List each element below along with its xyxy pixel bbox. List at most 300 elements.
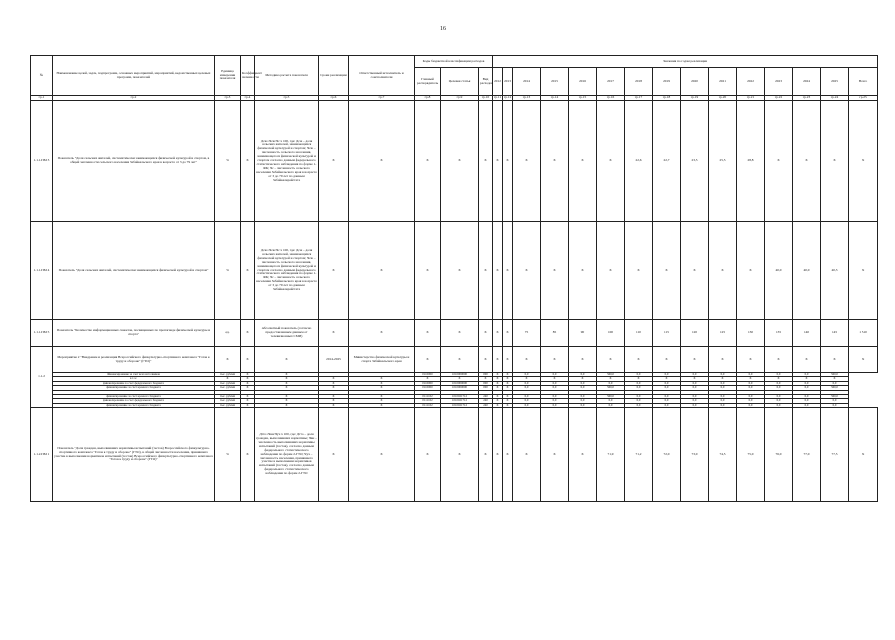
- finance-value: 0,0: [625, 373, 653, 377]
- finance-x: Х: [319, 381, 349, 385]
- row-value: Х: [513, 222, 541, 320]
- row-value: Х: [653, 222, 681, 320]
- finance-value: 0,0: [793, 394, 821, 398]
- row-method: Дгто=Чвн/Чуч х 100, где: Дгто – доля граждан, выполнивших нормативы; Чвн – численность выполнивших нормативы испытаний (тестов), согласно данным федерального статистического наблюдения по форме 2-ГТО; Чуч – численность населения, принявшего участие в выполнении нормативов испытаний (тестов), согласно данным федерального статистического наблюдения по форме 2-ГТО: [255, 408, 319, 502]
- finance-x: Х: [349, 399, 415, 403]
- row-value: Х: [793, 101, 821, 222]
- row-value: Х: [513, 101, 541, 222]
- event-value: Х: [849, 347, 878, 373]
- header-year: 2017: [597, 68, 625, 96]
- col-num: гр.3: [215, 96, 241, 101]
- header-num: №: [31, 56, 53, 96]
- finance-value: 0,0: [765, 373, 793, 377]
- row-name: Показатель "Доля граждан, выполнивших нормативы испытаний (тестов) Всероссийского физкультурно-спортивного комплекса "Готов к труду и обороне" (ГТО), в общей численности населения, принявшего участие в выполнении нормативов испытаний (тестов) Всероссийского физкультурно-спортивного комплекса "Готов к труду и обороне" (ГТО)": [53, 408, 215, 502]
- finance-value: 0,0: [737, 394, 765, 398]
- finance-value: Х: [569, 377, 597, 381]
- col-num: гр.21: [737, 96, 765, 101]
- finance-gr: 0110000: [415, 381, 441, 385]
- header-total: Всего: [849, 68, 878, 96]
- finance-value: 0,0: [765, 399, 793, 403]
- row-value: Х: [849, 222, 878, 320]
- row-value: Х: [493, 222, 503, 320]
- finance-value: 0,0: [625, 403, 653, 407]
- finance-cs: 1010000000: [441, 381, 479, 385]
- finance-unit: тыс. рублей: [215, 394, 241, 398]
- col-num: гр.18: [653, 96, 681, 101]
- row-value: 90: [569, 320, 597, 347]
- row-value: 28,8: [737, 101, 765, 222]
- row-value: 135: [765, 320, 793, 347]
- finance-row: [31, 386, 878, 390]
- finance-cs: 1010021712: [441, 399, 479, 403]
- finance-name: финансирование за счет федерального бюджета: [53, 399, 215, 403]
- header-year: 2021: [709, 68, 737, 96]
- header-method: Методика расчета показателя: [255, 56, 319, 96]
- row-executor: Х: [349, 101, 415, 222]
- finance-value: 0,0: [681, 386, 709, 390]
- finance-value: 0,0: [737, 386, 765, 390]
- finance-value: Х: [493, 399, 503, 403]
- row-value: 85: [541, 320, 569, 347]
- col-num: гр.25: [849, 96, 878, 101]
- finance-gr: Х: [415, 377, 441, 381]
- finance-x: Х: [319, 403, 349, 407]
- header-year: 2014: [513, 68, 541, 96]
- finance-vr: 240: [479, 394, 493, 398]
- finance-x: Х: [349, 403, 415, 407]
- row-value: 120: [681, 320, 709, 347]
- indicator-row: [31, 101, 878, 222]
- finance-value: Х: [503, 386, 513, 390]
- finance-value: 0,0: [681, 399, 709, 403]
- header-coef: Коэффициент значимости: [241, 56, 255, 96]
- row-coef: Х: [241, 408, 255, 502]
- row-value: Х: [821, 101, 849, 222]
- row-coef: Х: [241, 320, 255, 347]
- row-value: 73,0: [681, 408, 709, 502]
- col-num: гр.5: [255, 96, 319, 101]
- finance-value: 0,0: [653, 399, 681, 403]
- row-vr: Х: [479, 101, 493, 222]
- finance-name: финансирование за счет федерального бюджета: [53, 381, 215, 385]
- finance-value: 0,0: [765, 403, 793, 407]
- event-period: 2014-2025: [319, 347, 349, 373]
- row-value: Х: [493, 320, 503, 347]
- col-num: гр.14: [541, 96, 569, 101]
- row-vr: Х: [479, 408, 493, 502]
- finance-value: 0,0: [821, 403, 849, 407]
- finance-value: 0,0: [793, 386, 821, 390]
- finance-value: Х: [541, 377, 569, 381]
- row-value: Х: [503, 320, 513, 347]
- header-budget-codes: Коды бюджетной классификации расходов: [415, 56, 493, 68]
- row-name: Показатель "Доля сельских жителей, систематически занимающихся физической культурой и спортом, в общей численности сельского населения Забайкальского края в возрасте от 3 до 79 лет": [53, 101, 215, 222]
- event-unit: Х: [215, 347, 241, 373]
- col-num: гр.8: [415, 96, 441, 101]
- finance-value: Х: [737, 377, 765, 381]
- finance-value: 0,0: [737, 399, 765, 403]
- finance-value: 0,0: [569, 386, 597, 390]
- finance-cs: Х: [441, 377, 479, 381]
- row-value: Х: [765, 101, 793, 222]
- finance-x: Х: [255, 394, 319, 398]
- col-num: гр.17: [625, 96, 653, 101]
- event-name: Мероприятие 2 "Внедрение и реализация Всероссийского физкультурно-спортивного комплекса "Готов к труду и обороне" (ГТО)": [53, 347, 215, 373]
- finance-value: 560,0: [597, 386, 625, 390]
- col-num: гр.19: [681, 96, 709, 101]
- finance-value: 0,0: [597, 381, 625, 385]
- finance-value: 0,0: [625, 386, 653, 390]
- row-value: 145: [821, 320, 849, 347]
- row-value: 75,0: [737, 408, 765, 502]
- finance-value: 560,0: [821, 386, 849, 390]
- col-num: гр.20: [709, 96, 737, 101]
- col-num: гр.2: [53, 96, 215, 101]
- col-num: гр.22: [765, 96, 793, 101]
- finance-value: Х: [765, 377, 793, 381]
- row-value: 22,6: [625, 101, 653, 222]
- row-value: Х: [737, 222, 765, 320]
- row-value: Х: [541, 222, 569, 320]
- finance-value: 0,0: [513, 394, 541, 398]
- finance-value: 0,0: [513, 373, 541, 377]
- finance-value: 0,0: [709, 394, 737, 398]
- finance-value: 0,0: [625, 394, 653, 398]
- event-value: Х: [709, 347, 737, 373]
- row-num: 1.1.1.ПМ 5: [31, 320, 53, 347]
- finance-value: 0,0: [541, 403, 569, 407]
- row-value: 115: [653, 320, 681, 347]
- header-year: 2016: [569, 68, 597, 96]
- row-executor: Х: [349, 320, 415, 347]
- row-coef: Х: [241, 101, 255, 222]
- finance-value: Х: [503, 373, 513, 377]
- finance-value: 0,0: [709, 386, 737, 390]
- row-method: Абсолютный показатель (согласно предоставленным данным от телевизионных СМИ): [255, 320, 319, 347]
- finance-value: 0,0: [541, 373, 569, 377]
- event-value: Х: [513, 347, 541, 373]
- event-value: Х: [737, 347, 765, 373]
- row-value: 140: [793, 320, 821, 347]
- row-value: 76,0: [765, 408, 793, 502]
- finance-value: 0,0: [541, 399, 569, 403]
- row-value: Х: [597, 222, 625, 320]
- header-period: Сроки реализации: [319, 56, 349, 96]
- finance-value: Х: [681, 377, 709, 381]
- finance-value: 0,0: [653, 403, 681, 407]
- header-budget-gr: Главный распорядитель: [415, 68, 441, 96]
- finance-value: 0,0: [653, 373, 681, 377]
- finance-vr: 240: [479, 403, 493, 407]
- finance-value: 0,0: [569, 403, 597, 407]
- col-num: гр.23: [793, 96, 821, 101]
- finance-value: 560,0: [597, 373, 625, 377]
- event-method: Х: [255, 347, 319, 373]
- event-value: Х: [653, 347, 681, 373]
- finance-value: 0,0: [709, 373, 737, 377]
- finance-value: 0,0: [765, 381, 793, 385]
- finance-value: Х: [653, 377, 681, 381]
- finance-value: 0,0: [541, 381, 569, 385]
- finance-vr: 000: [479, 386, 493, 390]
- finance-x: Х: [241, 373, 255, 377]
- row-value: 100: [597, 320, 625, 347]
- finance-value: Х: [503, 381, 513, 385]
- finance-value: 0,0: [569, 373, 597, 377]
- col-num: гр.13: [513, 96, 541, 101]
- row-name: Показатель "Количество информационных сюжетов, посвященных по пропаганде физической культуры и спорта": [53, 320, 215, 347]
- finance-value: 0,0: [513, 386, 541, 390]
- finance-value: Х: [493, 386, 503, 390]
- finance-value: Х: [493, 403, 503, 407]
- page-number: 16: [440, 26, 446, 32]
- row-value: 74,5: [709, 408, 737, 502]
- finance-gr: 0111102: [415, 403, 441, 407]
- row-value: Х: [493, 101, 503, 222]
- col-num: гр.10: [479, 96, 493, 101]
- row-gr: Х: [415, 320, 441, 347]
- col-num: гр.4: [241, 96, 255, 101]
- finance-x: Х: [349, 386, 415, 390]
- finance-value: 0,0: [653, 386, 681, 390]
- finance-value: Х: [821, 377, 849, 381]
- finance-value: 0,0: [821, 399, 849, 403]
- event-num: 1.1.2: [31, 347, 53, 408]
- row-value: 77,0: [793, 408, 821, 502]
- header-year: 2018: [625, 68, 653, 96]
- finance-x: Х: [241, 377, 255, 381]
- finance-vr: 000: [479, 381, 493, 385]
- row-value: 40,0: [765, 222, 793, 320]
- finance-value: Х: [503, 394, 513, 398]
- finance-value: 0,0: [597, 403, 625, 407]
- event-value: Х: [793, 347, 821, 373]
- row-vr: Х: [479, 222, 493, 320]
- finance-value: 0,0: [681, 394, 709, 398]
- finance-value: 0,0: [513, 381, 541, 385]
- row-unit: ед.: [215, 320, 241, 347]
- finance-value: 0,0: [737, 403, 765, 407]
- row-gr: Х: [415, 222, 441, 320]
- finance-vr: 240: [479, 399, 493, 403]
- finance-vr: Х: [479, 377, 493, 381]
- row-unit: %: [215, 101, 241, 222]
- header-year: 2023: [765, 68, 793, 96]
- finance-value: 0,0: [765, 394, 793, 398]
- header-unit: Единица измерения показателя: [215, 56, 241, 96]
- finance-value: 0,0: [793, 403, 821, 407]
- finance-gr: 0111102: [415, 399, 441, 403]
- row-unit: %: [215, 408, 241, 502]
- finance-x: Х: [349, 394, 415, 398]
- event-value: Х: [625, 347, 653, 373]
- event-value: Х: [681, 347, 709, 373]
- row-value: Х: [569, 222, 597, 320]
- finance-value: 0,0: [737, 381, 765, 385]
- row-value: Х: [493, 408, 503, 502]
- row-value: Х: [503, 408, 513, 502]
- finance-name: в т.ч.:: [53, 377, 215, 381]
- header-year: 2020: [681, 68, 709, 96]
- finance-value: Х: [503, 399, 513, 403]
- finance-cs: 1010000000: [441, 386, 479, 390]
- event-value: Х: [541, 347, 569, 373]
- row-value: Х: [569, 408, 597, 502]
- col-num: гр.24: [821, 96, 849, 101]
- row-num: 1.1.2.ПМ 1: [31, 408, 53, 502]
- row-period: Х: [319, 101, 349, 222]
- row-value: Х: [503, 222, 513, 320]
- finance-unit: тыс. рублей: [215, 399, 241, 403]
- row-value: 77,5: [821, 408, 849, 502]
- finance-value: Х: [503, 403, 513, 407]
- col-num: гр.6: [319, 96, 349, 101]
- event-value: Х: [821, 347, 849, 373]
- row-vr: Х: [479, 320, 493, 347]
- finance-x: Х: [241, 381, 255, 385]
- row-gr: Х: [415, 101, 441, 222]
- col-num: гр.16: [597, 96, 625, 101]
- finance-value: Х: [493, 377, 503, 381]
- row-value: 110: [625, 320, 653, 347]
- finance-value: 0,0: [541, 394, 569, 398]
- event-value: Х: [493, 347, 503, 373]
- finance-vr: 000: [479, 373, 493, 377]
- row-value: 75: [513, 320, 541, 347]
- header-budget-cs: Целевая статья: [441, 68, 479, 96]
- row-name: Показатель "Доля сельских жителей, систематически занимающихся физической культурой и спортом": [53, 222, 215, 320]
- row-cs: Х: [441, 101, 479, 222]
- row-period: Х: [319, 320, 349, 347]
- header-executor: Ответственный исполнитель и соисполнители: [349, 56, 415, 96]
- header-budget-vr: Вид расходов: [479, 68, 493, 96]
- row-unit: %: [215, 222, 241, 320]
- row-value: 40,0: [793, 222, 821, 320]
- finance-value: 0,0: [569, 381, 597, 385]
- finance-cs: 1010021712: [441, 403, 479, 407]
- row-value: 40,3: [821, 222, 849, 320]
- row-method: Дсж=Чсж/Чс х 100, где: Дсж – доля сельских жителей, занимающихся физической культурой и спортом; Чсж – численность сельского населения, занимающегося физической культурой и спортом согласно данным федерального статистического наблюдения по форме 1-ФК; Чс – численность сельского населения Забайкальского края в возрасте от 3 до 79 лет по данным Забайкалкрайстата: [255, 101, 319, 222]
- finance-x: Х: [349, 377, 415, 381]
- finance-x: Х: [255, 386, 319, 390]
- row-period: Х: [319, 222, 349, 320]
- finance-value: 0,0: [513, 399, 541, 403]
- row-cs: Х: [441, 222, 479, 320]
- col-num: гр.11: [494, 95, 502, 100]
- row-coef: Х: [241, 222, 255, 320]
- finance-x: Х: [319, 377, 349, 381]
- finance-value: 0,0: [681, 381, 709, 385]
- row-value: Х: [569, 101, 597, 222]
- row-value: 130: [737, 320, 765, 347]
- header-year: 2013: [503, 68, 513, 96]
- finance-value: Х: [503, 377, 513, 381]
- col-num: гр.7: [349, 96, 415, 101]
- finance-name: финансирование за счет краевого бюджета: [53, 403, 215, 407]
- row-value: 25,5: [709, 101, 737, 222]
- finance-unit: тыс. рублей: [215, 381, 241, 385]
- row-cs: Х: [441, 408, 479, 502]
- finance-value: Х: [597, 377, 625, 381]
- finance-unit: тыс. рублей: [215, 373, 241, 377]
- row-value: Х: [597, 101, 625, 222]
- row-value: 72,0: [653, 408, 681, 502]
- finance-name: Финансирование за счет всех источников: [53, 373, 215, 377]
- row-method: Дсж=Чсж/Чс х 100, где: Дсж – доля сельских жителей, занимающихся физической культурой и спортом; Чсж – численность сельского населения, занимающегося физической культурой и спортом согласно данным федерального статистического наблюдения по форме 1-ФК; Чс – численность сельского населения Забайкальского края в возрасте от 3 до 79 лет по данным Забайкалкрайстата: [255, 222, 319, 320]
- event-coef: Х: [241, 347, 255, 373]
- finance-name: финансирование за счет краевого бюджета: [53, 386, 215, 390]
- event-executor: Министерство физической культуры и спорта Забайкальского края: [349, 347, 415, 373]
- event-row: [31, 347, 878, 373]
- finance-value: 0,0: [737, 373, 765, 377]
- col-num: гр.12: [504, 95, 512, 100]
- finance-value: 0,0: [569, 399, 597, 403]
- header-year: 2025: [821, 68, 849, 96]
- row-value: Х: [503, 101, 513, 222]
- row-value: 71,2: [625, 408, 653, 502]
- finance-x: Х: [255, 381, 319, 385]
- event-gr: Х: [415, 347, 441, 373]
- row-value: 23,5: [681, 101, 709, 222]
- finance-x: Х: [241, 386, 255, 390]
- finance-value: Х: [793, 377, 821, 381]
- header-name: Наименование целей, задач, подпрограмм, основных мероприятий, мероприятий, ведомственных целевых программ, показателей: [53, 56, 215, 96]
- finance-gr: 0111102: [415, 394, 441, 398]
- finance-value: 560,0: [821, 394, 849, 398]
- event-vr: Х: [479, 347, 493, 373]
- finance-x: Х: [255, 403, 319, 407]
- row-value: 1 510: [849, 320, 878, 347]
- finance-value: 0,0: [821, 381, 849, 385]
- finance-x: Х: [255, 377, 319, 381]
- indicator-row: [31, 320, 878, 347]
- finance-value: 0,0: [513, 403, 541, 407]
- row-executor: Х: [349, 408, 415, 502]
- row-num: 1.1.1.ПМ 3: [31, 101, 53, 222]
- finance-x: Х: [255, 373, 319, 377]
- row-value: 125: [709, 320, 737, 347]
- finance-value: 0,0: [793, 381, 821, 385]
- row-gr: Х: [415, 408, 441, 502]
- finance-x: Х: [241, 394, 255, 398]
- finance-x: Х: [319, 394, 349, 398]
- row-value: Х: [541, 408, 569, 502]
- row-cs: Х: [441, 320, 479, 347]
- row-value: Х: [681, 222, 709, 320]
- finance-gr: 0110000: [415, 386, 441, 390]
- row-value: Х: [849, 101, 878, 222]
- finance-x: Х: [349, 381, 415, 385]
- finance-value: 560,0: [597, 394, 625, 398]
- event-cs: Х: [441, 347, 479, 373]
- header-year: 2022: [737, 68, 765, 96]
- finance-value: Х: [493, 373, 503, 377]
- finance-value: 0,0: [653, 381, 681, 385]
- finance-value: 0,0: [625, 381, 653, 385]
- header-year: 2019: [653, 68, 681, 96]
- row-value: Х: [541, 101, 569, 222]
- indicator-row: [31, 408, 878, 502]
- finance-value: 0,0: [597, 399, 625, 403]
- finance-unit: Х: [215, 377, 241, 381]
- finance-value: 0,0: [765, 386, 793, 390]
- row-executor: Х: [349, 222, 415, 320]
- row-num: 1.1.1.ПМ 4: [31, 222, 53, 320]
- finance-value: 0,0: [653, 394, 681, 398]
- finance-gr: 0110000: [415, 373, 441, 377]
- col-num: гр.15: [569, 96, 597, 101]
- row-period: Х: [319, 408, 349, 502]
